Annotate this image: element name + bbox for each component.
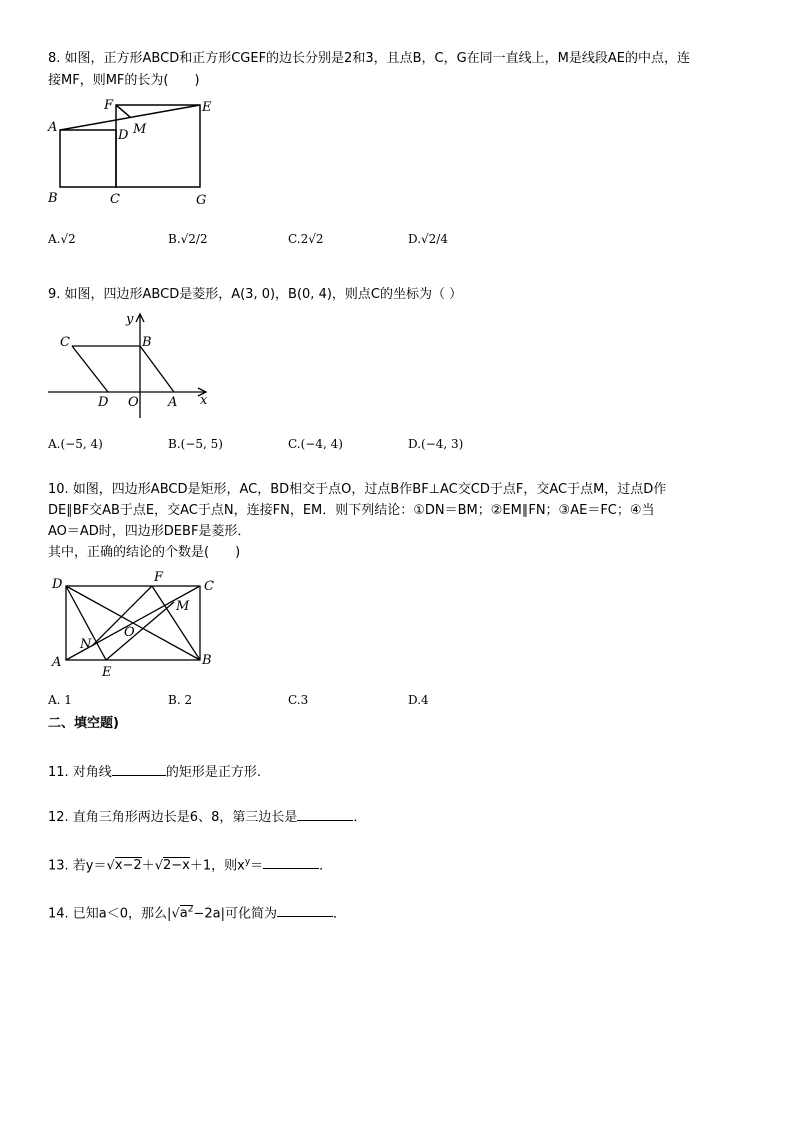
q12-answer-blank[interactable] — [297, 806, 353, 821]
q8-option-a[interactable]: A.√2 — [48, 232, 76, 246]
q10-label-E: E — [102, 665, 112, 680]
q12-text — [48, 806, 366, 827]
q12-after: ． — [353, 810, 367, 825]
q10-option-a[interactable]: A. 1 — [48, 693, 72, 707]
q9-option-c[interactable]: C.(−4, 4) — [288, 437, 343, 451]
q8-label-G: G — [196, 193, 207, 208]
q13-eq: ＝ — [250, 858, 264, 874]
q8-label-B: B — [48, 191, 58, 206]
q9-label-D: D — [98, 395, 109, 410]
q13-after: ． — [319, 858, 333, 874]
q13-before: 13. 若y＝ — [48, 858, 107, 874]
q9-label-A: A — [168, 395, 178, 410]
q9-label-y: y — [126, 312, 134, 327]
q10-label-M: M — [176, 599, 190, 614]
q13-radicand-2: 2−x — [162, 858, 190, 874]
q9-label-C: C — [60, 335, 70, 350]
q8-label-M: M — [133, 122, 147, 137]
q9-option-d[interactable]: D.(−4, 3) — [408, 437, 464, 451]
q11-after: 的矩形是正方形. — [165, 765, 261, 780]
q9-label-x: x — [200, 393, 208, 408]
q9-figure — [40, 308, 220, 420]
q9-label-O: O — [128, 395, 139, 410]
q10-text-line3: AO＝AD时，四边形DEBF是菱形． — [48, 524, 251, 539]
q10-text-line2: DE∥BF交AB于点E，交AC于点N，连接FN，EM．则下列结论：①DN＝BM；②EM∥FN；③AE＝FC；④当 — [48, 503, 655, 518]
q14-radicand-exponent: 2 — [187, 905, 194, 915]
q14-text — [48, 901, 346, 923]
q8-figure — [40, 95, 230, 210]
q8-option-b[interactable]: B.√2/2 — [168, 232, 208, 246]
q10-label-C: C — [204, 579, 214, 594]
q13-radicand-1: x−2 — [114, 858, 142, 874]
q13-answer-blank[interactable] — [263, 854, 319, 869]
sqrt-icon: √ — [171, 906, 180, 922]
q9-option-a[interactable]: A.(−5, 4) — [48, 437, 103, 451]
q10-label-A: A — [52, 655, 62, 670]
q8-label-C: C — [110, 192, 120, 207]
q13-exponent: y — [244, 857, 251, 867]
q8-text-line1: 8. 如图，正方形ABCD和正方形CGEF的边长分别是2和3，且点B，C，G在同一直线上，M是线段AE的中点，连 — [48, 51, 690, 66]
q11-before: 11. 对角线 — [48, 765, 112, 780]
q8-label-F: F — [104, 98, 114, 113]
q9-text: 9. 如图，四边形ABCD是菱形，A(3, 0)，B(0, 4)，则点C的坐标为（ ） — [48, 287, 463, 302]
q10-option-d[interactable]: D.4 — [408, 693, 429, 707]
q10-label-O: O — [124, 625, 135, 640]
q10-text-line1: 10. 如图，四边形ABCD是矩形，AC，BD相交于点O，过点B作BF⊥AC交CD于点F，交AC于点M，过点D作 — [48, 482, 667, 497]
q10-option-c[interactable]: C.3 — [288, 693, 309, 707]
q10-label-F: F — [154, 570, 164, 585]
q9-label-B: B — [142, 335, 152, 350]
q14-before: 14. 已知a＜0，那么| — [48, 906, 172, 922]
q8-label-D: D — [118, 128, 129, 143]
q14-answer-blank[interactable] — [277, 902, 333, 917]
q10-label-D: D — [52, 577, 63, 592]
q13-plus: ＋ — [141, 858, 155, 874]
q9-option-b[interactable]: B.(−5, 5) — [168, 437, 223, 451]
q8-label-A: A — [48, 120, 58, 135]
q14-radicand — [180, 905, 194, 921]
q10-label-B: B — [202, 653, 212, 668]
q12-before: 12. 直角三角形两边长是6、8，第三边长是 — [48, 810, 298, 825]
q8-option-c[interactable]: C.2√2 — [288, 232, 324, 246]
q8-label-E: E — [202, 100, 212, 115]
q10-text-line4: 其中，正确的结论的个数是( ) — [48, 545, 241, 560]
sqrt-icon: √ — [106, 858, 115, 874]
q11-text — [48, 761, 261, 782]
q8-option-d[interactable]: D.√2/4 — [408, 232, 448, 246]
sqrt-icon: √ — [154, 858, 163, 874]
q10-label-N: N — [80, 637, 92, 652]
q11-answer-blank[interactable] — [112, 761, 166, 776]
q10-option-b[interactable]: B. 2 — [168, 693, 193, 707]
q13-tail: ＋1，则x — [189, 858, 245, 874]
section-2-heading: 二、填空题) — [48, 716, 119, 731]
q14-after: ． — [332, 906, 346, 922]
q14-radicand-base: a — [179, 906, 188, 922]
q14-mid: −2a|可化简为 — [193, 906, 277, 922]
q10-figure — [40, 568, 230, 680]
q13-text — [48, 853, 332, 875]
q8-text-line2: 接MF，则MF的长为( ) — [48, 73, 200, 88]
